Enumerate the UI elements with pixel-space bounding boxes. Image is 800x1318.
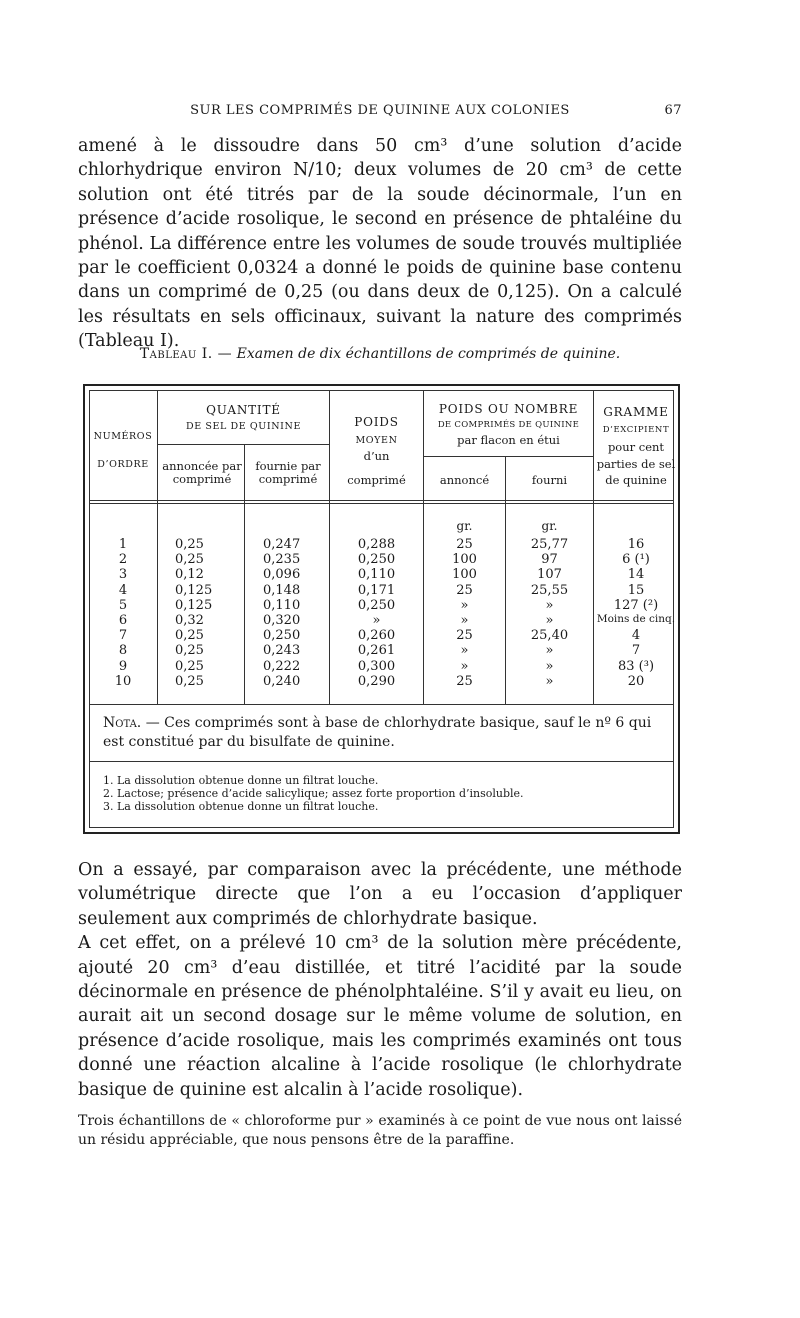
- hdr-de-sel: DE SEL DE QUININE: [186, 421, 301, 432]
- unit-annonce: gr.: [456, 519, 473, 533]
- cell-annoncee: 0,25: [175, 643, 204, 659]
- cell-poids: 0,171: [357, 582, 396, 598]
- hdr-moyen: MOYEN: [355, 435, 398, 446]
- cell-annonce: »: [460, 597, 469, 613]
- quantite-subrule: [158, 444, 329, 445]
- cell-fourni: 25,40: [530, 628, 569, 644]
- unit-fourni: gr.: [541, 519, 558, 533]
- hdr-dun: d’un: [363, 449, 390, 463]
- cell-annoncee: 0,25: [175, 552, 204, 568]
- footnote-1: 1. La dissolution obtenue donne un filtrat louche.: [103, 774, 379, 787]
- hdr-annonce: annoncé: [439, 473, 490, 487]
- table-note: [103, 714, 669, 751]
- table-1: [83, 384, 680, 834]
- cell-fourni: 25,77: [530, 537, 569, 552]
- table-note-text: — Ces comprimés sont à base de chlorhydrate basique, sauf le nº 6 qui est constitué par du bisulfate de quinine.: [103, 715, 652, 750]
- cell-excipient: 83 (³): [617, 658, 655, 674]
- hdr-quantite: QUANTITÉ: [206, 403, 281, 417]
- cell-annoncee: 0,25: [175, 628, 204, 644]
- cell-fournie: 0,148: [263, 582, 301, 598]
- hdr-fourni: fourni: [531, 473, 568, 487]
- cell-fourni: 25,55: [530, 582, 569, 598]
- cell-fournie: 0,110: [263, 597, 301, 613]
- cell-no: 3: [118, 567, 128, 583]
- hdr-numeros: NUMÉROS: [93, 431, 153, 442]
- hdr-gramme: GRAMME: [603, 405, 669, 419]
- cell-excipient: 6 (¹): [622, 552, 650, 568]
- paragraph-2: On a essayé, par comparaison avec la précédente, une méthode volumétrique directe que l’on a eu l’occasion d’appliquer seulement aux comprimés de chlorhydrate basique. A cet effet, on a prélevé 10 cm³ de la solution mère précédente, ajouté 20 cm³ d’eau distillée, et titré l’acidité par la soude décinormale en présence de phénolphtaléine. S’il y avait eu lieu, on aurait ait un second dosage sur le même volume de solution, en présence d’acide rosolique, mais les comprimés examinés ont tous donné une réaction alcaline à l’acide rosolique (le chlorhydrate basique de quinine est alcalin à l’acide rosolique).: [78, 860, 682, 1100]
- hdr-comprime: comprimé: [347, 473, 406, 487]
- cell-no: 9: [118, 658, 128, 674]
- table-row: [85, 598, 682, 613]
- cell-annoncee: 0,32: [175, 613, 204, 628]
- hdr-par-flacon: par flacon en étui: [457, 433, 560, 447]
- cell-excipient: 4: [631, 628, 641, 644]
- table-row: [85, 613, 682, 628]
- cell-fourni: »: [545, 597, 554, 613]
- table-note-lead: Nota.: [103, 715, 142, 731]
- cell-fournie: 0,320: [263, 613, 301, 628]
- cell-poids: 0,250: [357, 597, 396, 613]
- hdr-fournie: fournie par comprimé: [255, 459, 321, 486]
- cell-annonce: »: [460, 658, 469, 674]
- cell-poids: 0,110: [357, 567, 396, 583]
- cell-fournie: 0,247: [263, 537, 301, 552]
- cell-annonce: 100: [452, 567, 477, 583]
- cell-excipient: 15: [627, 582, 645, 598]
- header-bottom-rule: [89, 500, 674, 501]
- hdr-ordre: D’ORDRE: [97, 459, 149, 470]
- cell-annonce: »: [460, 613, 469, 628]
- cell-fournie: 0,222: [263, 658, 301, 674]
- footnote-2: 2. Lactose; présence d’acide salicylique; assez forte proportion d’insoluble.: [103, 787, 524, 800]
- hdr-poids-nombre: POIDS OU NOMBRE: [438, 402, 579, 416]
- header-bottom-rule-double: [89, 503, 674, 504]
- cell-annoncee: 0,25: [175, 673, 204, 689]
- cell-annoncee: 0,25: [175, 658, 204, 674]
- cell-fourni: »: [545, 643, 554, 659]
- hdr-poids: POIDS: [354, 415, 399, 429]
- cell-annoncee: 0,12: [175, 567, 204, 583]
- cell-no: 4: [118, 582, 128, 598]
- poids-nombre-subrule: [424, 456, 593, 457]
- cell-annonce: 25: [456, 582, 473, 598]
- cell-no: 2: [118, 552, 128, 568]
- cell-excipient: 127 (²): [613, 597, 659, 613]
- cell-fournie: 0,250: [263, 628, 301, 644]
- cell-annonce: 25: [456, 673, 473, 689]
- cell-no: 6: [118, 613, 128, 628]
- nota-bottom-rule: [89, 761, 674, 762]
- table-caption-text: Examen de dix échantillons de comprimés de quinine.: [236, 346, 621, 362]
- cell-no: 7: [118, 628, 128, 644]
- cell-annoncee: 0,125: [175, 597, 213, 613]
- cell-fourni: 107: [537, 567, 562, 583]
- hdr-de-quinine: de quinine: [605, 473, 667, 487]
- cell-fourni: 97: [541, 552, 558, 568]
- cell-fourni: »: [545, 658, 554, 674]
- cell-annonce: 100: [452, 552, 477, 568]
- cell-fourni: »: [545, 673, 554, 689]
- hdr-annoncee: annoncée par comprimé: [162, 459, 242, 486]
- closing-note: Trois échantillons de « chloroforme pur » examinés à ce point de vue nous ont laissé un résidu appréciable, que nous pensons être de la paraffine.: [78, 1113, 682, 1148]
- hdr-de-comprimes: DE COMPRIMÉS DE QUININE: [437, 420, 580, 430]
- cell-no: 10: [114, 673, 132, 689]
- footnote-3: 3. La dissolution obtenue donne un filtrat louche.: [103, 800, 379, 813]
- cell-poids: 0,260: [357, 628, 396, 644]
- table-row: [85, 674, 682, 689]
- table-caption: [78, 346, 682, 362]
- cell-excipient: 14: [627, 567, 645, 583]
- cell-excipient: Moins de cinq.: [596, 613, 676, 625]
- hdr-pour-cent: pour cent: [607, 440, 665, 454]
- cell-poids: 0,250: [357, 552, 396, 568]
- table-row: [85, 628, 682, 643]
- table-row: [85, 537, 682, 552]
- table-row: [85, 567, 682, 582]
- cell-annoncee: 0,25: [175, 537, 204, 552]
- running-header: [78, 103, 682, 123]
- paragraph-1: amené à le dissoudre dans 50 cm³ d’une solution d’acide chlorhydrique environ N/10; deux volumes de 20 cm³ de cette solution ont été titrés par de la soude décinormale, l’un en présence d’acide rosolique, le second en présence de phtaléine du phénol. La différence entre les volumes de soude trouvés multipliée par le coefficient 0,0324 a donné le poids de quinine base contenu dans un comprimé de 0,25 (ou dans deux de 0,125). On a calculé les résultats en sels officinaux, suivant la nature des comprimés (Tableau I).: [78, 136, 682, 352]
- table-row: [85, 659, 682, 674]
- cell-no: 1: [118, 537, 128, 552]
- cell-fournie: 0,240: [263, 673, 301, 689]
- table-row: [85, 583, 682, 598]
- page-number: 67: [664, 103, 682, 118]
- cell-excipient: 7: [631, 643, 641, 659]
- cell-fourni: »: [545, 613, 554, 628]
- cell-no: 5: [118, 597, 128, 613]
- cell-annonce: 25: [456, 628, 473, 644]
- cell-annoncee: 0,125: [175, 582, 213, 598]
- table-row: [85, 552, 682, 567]
- cell-poids: »: [372, 613, 381, 628]
- cell-annonce: 25: [456, 537, 473, 552]
- cell-fournie: 0,235: [263, 552, 301, 568]
- cell-excipient: 20: [627, 673, 645, 689]
- cell-poids: 0,290: [357, 673, 396, 689]
- cell-poids: 0,261: [357, 643, 396, 659]
- cell-poids: 0,288: [357, 537, 396, 552]
- cell-fournie: 0,096: [263, 567, 301, 583]
- cell-poids: 0,300: [357, 658, 396, 674]
- body-bottom-rule: [89, 704, 674, 705]
- table-caption-lead: Tableau I. —: [139, 346, 233, 362]
- cell-fournie: 0,243: [263, 643, 301, 659]
- cell-annonce: »: [460, 643, 469, 659]
- hdr-parties: parties de sel: [596, 457, 676, 471]
- cell-no: 8: [118, 643, 128, 659]
- table-row: [85, 643, 682, 658]
- running-title: SUR LES COMPRIMÉS DE QUININE AUX COLONIES: [190, 103, 570, 118]
- hdr-dexcipient: D’EXCIPIENT: [602, 425, 670, 435]
- table-footnotes: [103, 774, 669, 813]
- cell-excipient: 16: [627, 537, 645, 552]
